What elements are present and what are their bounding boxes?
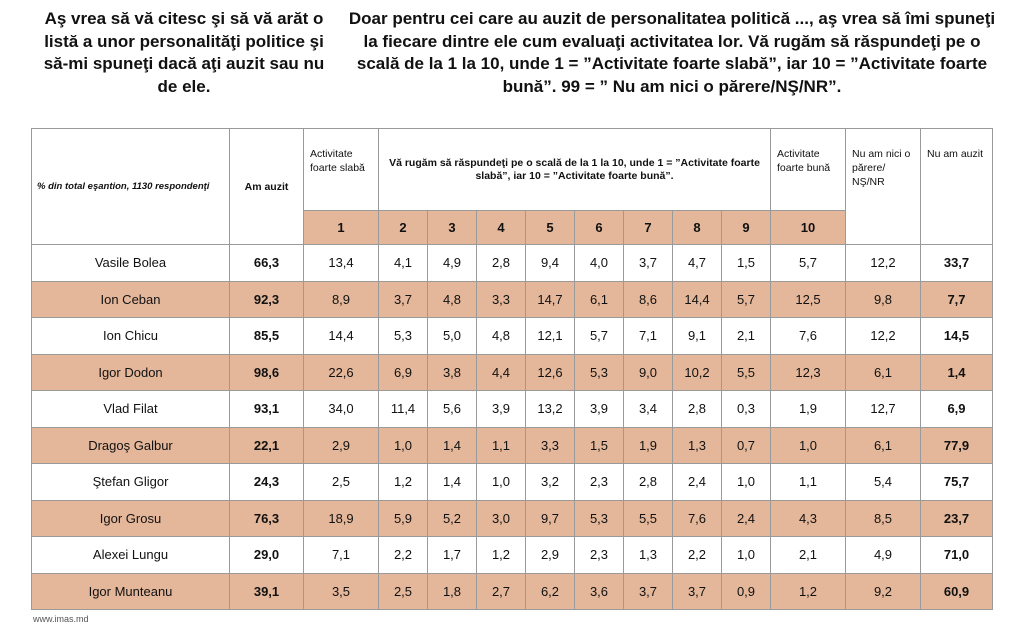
scale-point: 7 (624, 211, 673, 245)
scale-point: 4 (477, 211, 526, 245)
score-value: 7,6 (771, 318, 846, 355)
score-value: 5,7 (575, 318, 624, 355)
score-value: 2,8 (477, 245, 526, 282)
heard-value: 76,3 (230, 500, 304, 537)
scale-point: 3 (428, 211, 477, 245)
not-heard-value: 23,7 (921, 500, 993, 537)
not-heard-value: 71,0 (921, 537, 993, 574)
table-row (32, 245, 993, 282)
score-value: 4,8 (428, 281, 477, 318)
score-value: 5,5 (722, 354, 771, 391)
score-value: 22,6 (304, 354, 379, 391)
question-left: Aş vrea să vă citesc şi să vă arăt o listă a unor personalităţi politice şi să-mi spuneţi dacă aţi auzit sau nu de ele. (43, 9, 325, 96)
no-opinion-value: 9,8 (846, 281, 921, 318)
score-value: 2,9 (526, 537, 575, 574)
heard-value: 29,0 (230, 537, 304, 574)
table-row (32, 281, 993, 318)
heard-value: 22,1 (230, 427, 304, 464)
score-value: 5,6 (428, 391, 477, 428)
score-value: 4,4 (477, 354, 526, 391)
scale-point: 10 (771, 211, 846, 245)
no-opinion-value: 12,7 (846, 391, 921, 428)
score-value: 1,2 (477, 537, 526, 574)
footer-url: www.imas.md (33, 614, 89, 624)
score-value: 2,8 (624, 464, 673, 501)
score-value: 6,2 (526, 573, 575, 610)
score-value: 2,4 (722, 500, 771, 537)
score-value: 2,3 (575, 464, 624, 501)
very-good-header: Activitate foarte bună (771, 129, 846, 211)
heard-value: 85,5 (230, 318, 304, 355)
score-value: 2,3 (575, 537, 624, 574)
score-value: 1,0 (771, 427, 846, 464)
score-value: 3,7 (624, 245, 673, 282)
score-value: 12,6 (526, 354, 575, 391)
score-value: 14,4 (304, 318, 379, 355)
politician-name: Alexei Lungu (32, 537, 230, 574)
not-heard-value: 77,9 (921, 427, 993, 464)
score-value: 5,9 (379, 500, 428, 537)
sample-note: % din total eşantion, 1130 respondenţi (32, 129, 230, 245)
not-heard-value: 1,4 (921, 354, 993, 391)
score-value: 2,1 (771, 537, 846, 574)
not-heard-value: 7,7 (921, 281, 993, 318)
header-row (32, 129, 993, 211)
score-value: 9,7 (526, 500, 575, 537)
score-value: 8,9 (304, 281, 379, 318)
heard-value: 98,6 (230, 354, 304, 391)
no-opinion-header: Nu am nici o părere/ NŞ/NR (846, 129, 921, 245)
scale-instruction-header: Vă rugăm să răspundeţi pe o scală de la 1 la 10, unde 1 = ”Activitate foarte slabă”, iar 10 = ”Activitate foarte bună”. (379, 129, 771, 211)
score-value: 5,3 (575, 500, 624, 537)
not-heard-value: 6,9 (921, 391, 993, 428)
score-value: 18,9 (304, 500, 379, 537)
score-value: 2,2 (379, 537, 428, 574)
score-value: 1,5 (575, 427, 624, 464)
table-body (32, 245, 993, 610)
politician-name: Dragoş Galbur (32, 427, 230, 464)
score-value: 1,4 (428, 464, 477, 501)
score-value: 5,5 (624, 500, 673, 537)
no-opinion-value: 8,5 (846, 500, 921, 537)
score-value: 4,9 (428, 245, 477, 282)
very-weak-header: Activitate foarte slabă (304, 129, 379, 211)
score-value: 5,3 (575, 354, 624, 391)
score-value: 6,9 (379, 354, 428, 391)
score-value: 7,6 (673, 500, 722, 537)
score-value: 9,4 (526, 245, 575, 282)
scale-point: 5 (526, 211, 575, 245)
table-row (32, 391, 993, 428)
score-value: 0,3 (722, 391, 771, 428)
score-value: 3,7 (624, 573, 673, 610)
score-value: 2,7 (477, 573, 526, 610)
score-value: 3,0 (477, 500, 526, 537)
score-value: 5,7 (722, 281, 771, 318)
not-heard-value: 75,7 (921, 464, 993, 501)
score-value: 34,0 (304, 391, 379, 428)
score-value: 12,5 (771, 281, 846, 318)
heard-value: 66,3 (230, 245, 304, 282)
table-row (32, 500, 993, 537)
score-value: 3,8 (428, 354, 477, 391)
score-value: 1,2 (379, 464, 428, 501)
score-value: 3,4 (624, 391, 673, 428)
table-row (32, 464, 993, 501)
table-row (32, 573, 993, 610)
score-value: 7,1 (304, 537, 379, 574)
score-value: 4,0 (575, 245, 624, 282)
heard-value: 24,3 (230, 464, 304, 501)
score-value: 1,1 (771, 464, 846, 501)
scale-point: 9 (722, 211, 771, 245)
score-value: 1,3 (673, 427, 722, 464)
results-table (31, 128, 993, 610)
no-opinion-value: 6,1 (846, 354, 921, 391)
score-value: 12,1 (526, 318, 575, 355)
score-value: 1,2 (771, 573, 846, 610)
politician-name: Vlad Filat (32, 391, 230, 428)
score-value: 6,1 (575, 281, 624, 318)
score-value: 2,5 (304, 464, 379, 501)
score-value: 5,0 (428, 318, 477, 355)
table-row (32, 537, 993, 574)
score-value: 2,2 (673, 537, 722, 574)
scale-point: 6 (575, 211, 624, 245)
no-opinion-value: 6,1 (846, 427, 921, 464)
table-row (32, 427, 993, 464)
score-value: 1,8 (428, 573, 477, 610)
politician-name: Ion Ceban (32, 281, 230, 318)
score-value: 5,2 (428, 500, 477, 537)
score-value: 2,5 (379, 573, 428, 610)
heard-value: 93,1 (230, 391, 304, 428)
score-value: 0,9 (722, 573, 771, 610)
score-value: 4,8 (477, 318, 526, 355)
score-value: 3,9 (477, 391, 526, 428)
score-value: 3,7 (673, 573, 722, 610)
score-value: 9,0 (624, 354, 673, 391)
scale-point: 8 (673, 211, 722, 245)
score-value: 4,7 (673, 245, 722, 282)
score-value: 3,3 (526, 427, 575, 464)
politician-name: Igor Dodon (32, 354, 230, 391)
score-value: 1,9 (624, 427, 673, 464)
score-value: 5,3 (379, 318, 428, 355)
politician-name: Igor Grosu (32, 500, 230, 537)
heard-value: 92,3 (230, 281, 304, 318)
table-row (32, 318, 993, 355)
score-value: 1,5 (722, 245, 771, 282)
score-value: 14,7 (526, 281, 575, 318)
table-row (32, 354, 993, 391)
politician-name: Igor Munteanu (32, 573, 230, 610)
score-value: 1,0 (477, 464, 526, 501)
score-value: 1,4 (428, 427, 477, 464)
score-value: 3,6 (575, 573, 624, 610)
score-value: 1,1 (477, 427, 526, 464)
score-value: 1,9 (771, 391, 846, 428)
score-value: 4,3 (771, 500, 846, 537)
score-value: 1,3 (624, 537, 673, 574)
no-opinion-value: 12,2 (846, 245, 921, 282)
score-value: 3,3 (477, 281, 526, 318)
not-heard-header: Nu am auzit (921, 129, 993, 245)
score-value: 5,7 (771, 245, 846, 282)
politician-name: Ştefan Gligor (32, 464, 230, 501)
not-heard-value: 60,9 (921, 573, 993, 610)
not-heard-value: 14,5 (921, 318, 993, 355)
score-value: 4,1 (379, 245, 428, 282)
score-value: 3,7 (379, 281, 428, 318)
score-value: 1,7 (428, 537, 477, 574)
score-value: 2,8 (673, 391, 722, 428)
heard-value: 39,1 (230, 573, 304, 610)
no-opinion-value: 4,9 (846, 537, 921, 574)
no-opinion-value: 9,2 (846, 573, 921, 610)
politician-name: Ion Chicu (32, 318, 230, 355)
no-opinion-value: 5,4 (846, 464, 921, 501)
score-value: 7,1 (624, 318, 673, 355)
score-value: 3,9 (575, 391, 624, 428)
no-opinion-value: 12,2 (846, 318, 921, 355)
score-value: 12,3 (771, 354, 846, 391)
score-value: 14,4 (673, 281, 722, 318)
score-value: 3,5 (304, 573, 379, 610)
score-value: 2,1 (722, 318, 771, 355)
score-value: 10,2 (673, 354, 722, 391)
score-value: 13,2 (526, 391, 575, 428)
heard-header: Am auzit (230, 129, 304, 245)
score-value: 1,0 (722, 537, 771, 574)
scale-point: 2 (379, 211, 428, 245)
score-value: 2,4 (673, 464, 722, 501)
not-heard-value: 33,7 (921, 245, 993, 282)
score-value: 3,2 (526, 464, 575, 501)
score-value: 11,4 (379, 391, 428, 428)
score-value: 13,4 (304, 245, 379, 282)
score-value: 1,0 (722, 464, 771, 501)
score-value: 0,7 (722, 427, 771, 464)
scale-point: 1 (304, 211, 379, 245)
politician-name: Vasile Bolea (32, 245, 230, 282)
score-value: 9,1 (673, 318, 722, 355)
score-value: 1,0 (379, 427, 428, 464)
score-value: 8,6 (624, 281, 673, 318)
question-right: Doar pentru cei care au auzit de personalitatea politică ..., aş vrea să îmi spuneţi la fiecare dintre ele cum evaluaţi activitatea lor. Vă rugăm să răspundeţi pe o scală de la 1 la 10, unde 1 = ”Activitate foarte slabă”, iar 10 = ”Activitate foarte bună”. 99 = ” Nu am nici o părere/NŞ/NR”. (348, 9, 996, 96)
score-value: 2,9 (304, 427, 379, 464)
